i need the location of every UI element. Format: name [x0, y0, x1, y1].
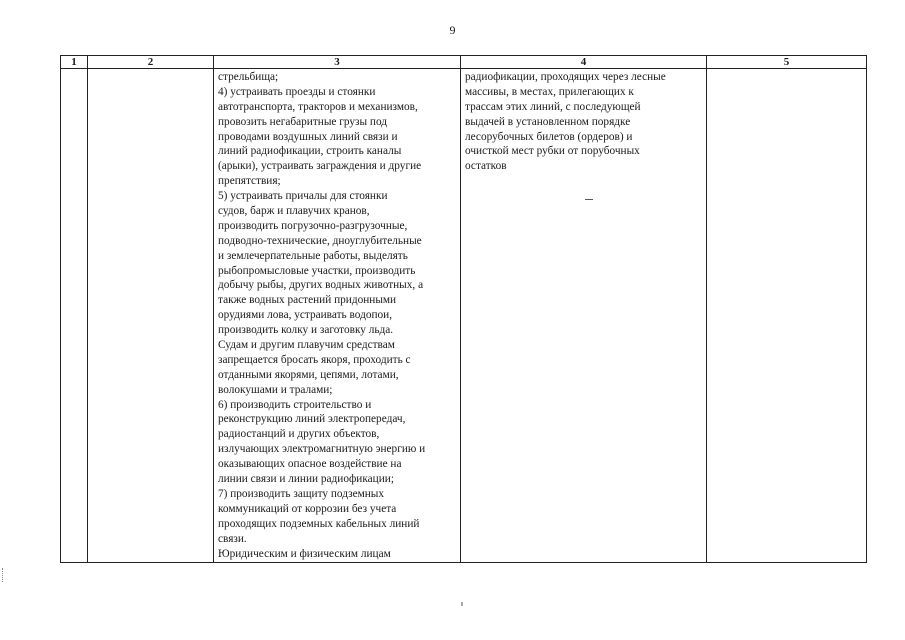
text-line: отданными якорями, цепями, лотами, — [218, 368, 399, 381]
page-number: 9 — [449, 23, 456, 37]
text-line: излучающих электромагнитную энергию и — [218, 443, 426, 456]
text-line: добычу рыбы, других водных животных, а — [218, 279, 424, 292]
text-line: лесорубочных билетов (ордеров) и — [465, 130, 633, 143]
text-line: также водных растений придонными — [218, 294, 397, 307]
text-line: производить колку и заготовку льда. — [218, 324, 394, 337]
text-line: 5) устраивать причалы для стоянки — [218, 190, 388, 203]
text-line: связи. — [218, 532, 247, 545]
cell-col-5 — [707, 69, 867, 563]
table-row — [61, 69, 867, 563]
cell-col-3 — [214, 69, 461, 563]
text-line: (арыки), устраивать заграждения и другие — [218, 160, 422, 173]
text-line: 7) производить защиту подземных — [218, 487, 385, 500]
text-line: провозить негабаритные грузы под — [218, 115, 388, 128]
text-line: Юридическим и физическим лицам — [218, 547, 391, 560]
text-line: подводно-технические, дноуглубительные — [218, 234, 422, 247]
text-line: массивы, в местах, прилегающих к — [465, 85, 634, 98]
text-line: 6) производить строительство и — [218, 398, 372, 411]
text-line: коммуникаций от коррозии без учета — [218, 502, 397, 515]
text-line: трассам этих линий, с последующей — [465, 100, 641, 113]
text-line: проводами воздушных линий связи и — [218, 130, 398, 143]
text-line: судов, барж и плавучих кранов, — [218, 205, 370, 218]
scan-dash-mark — [585, 199, 593, 200]
text-line: рыбопромысловые участки, производить — [218, 264, 416, 277]
text-line: выдачей в установленном порядке — [465, 115, 631, 128]
text-line: и землечерпательные работы, выделять — [218, 249, 408, 262]
cell-col-2 — [88, 69, 214, 563]
text-line: линии связи и линии радиофикации; — [218, 473, 394, 486]
header-col-3: 3 — [214, 56, 461, 69]
text-line: орудиями лова, устраивать водопои, — [218, 309, 393, 322]
text-line: оказывающих опасное воздействие на — [218, 458, 402, 471]
text-line: запрещается бросать якоря, проходить с — [218, 353, 411, 366]
text-line: производить погрузочно-разгрузочные, — [218, 219, 408, 232]
text-line: волокушами и тралами; — [218, 383, 333, 396]
table-header-row — [61, 56, 867, 69]
header-col-4: 4 — [461, 56, 707, 69]
cell-col-1 — [61, 69, 88, 563]
scan-dot-mark — [461, 602, 463, 606]
text-line: автотранспорта, тракторов и механизмов, — [218, 100, 418, 113]
document-table — [60, 55, 867, 563]
text-line: проходящих подземных кабельных линий — [218, 517, 420, 530]
header-col-2: 2 — [88, 56, 214, 69]
text-line: линий радиофикации, строить каналы — [218, 145, 402, 158]
text-line: радиостанций и других объектов, — [218, 428, 380, 441]
text-line: очисткой мест рубки от порубочных — [465, 145, 640, 158]
text-line: Судам и другим плавучим средствам — [218, 339, 395, 352]
header-col-1: 1 — [61, 56, 88, 69]
text-line: радиофикации, проходящих через лесные — [465, 71, 666, 83]
text-line: стрельбища; — [218, 71, 279, 83]
restrictions-text — [214, 69, 460, 561]
text-line: остатков — [465, 160, 507, 173]
forestry-text — [461, 69, 706, 174]
header-col-5: 5 — [707, 56, 867, 69]
text-line: 4) устраивать проезды и стоянки — [218, 85, 376, 98]
text-line: препятствия; — [218, 175, 281, 188]
text-line: реконструкцию линий электропередач, — [218, 413, 406, 426]
cell-col-4 — [461, 69, 707, 563]
scan-edge-mark — [2, 568, 4, 582]
